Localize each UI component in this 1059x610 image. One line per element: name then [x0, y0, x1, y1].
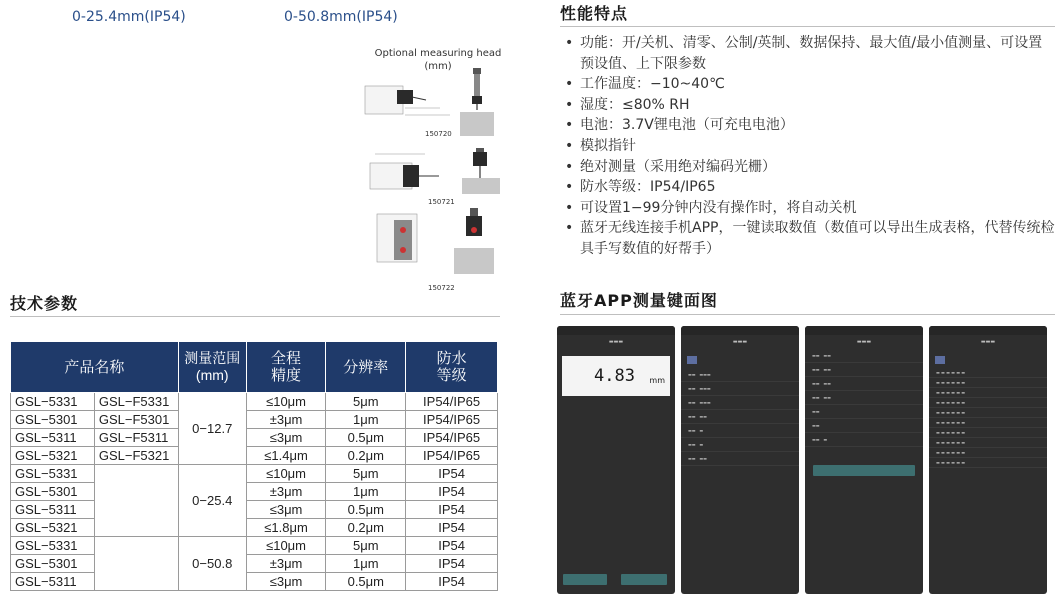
cell-accuracy: ≤3μm — [246, 501, 326, 519]
phone-row: ▬ ▬ ▬ ▬ ▬ ▬ — [929, 418, 1047, 428]
cell-resolution: 0.5μm — [326, 501, 406, 519]
cell-ip: IP54 — [406, 501, 498, 519]
phone-row: ▬ ▬ ▬ ▬ ▬ ▬ — [929, 408, 1047, 418]
feature-item: • 电池：3.7V锂电池（可充电电池） — [565, 115, 1055, 136]
table-row — [11, 519, 498, 537]
phone-row: ▬ ▬ ▬ ▬ ▬ ▬ — [929, 378, 1047, 388]
cell-model: GSL−5331 — [11, 465, 95, 483]
cell-accuracy: ≤3μm — [246, 573, 326, 591]
phone-title-bar: ▬▬▬ — [608, 339, 624, 345]
phone-tab-chip — [687, 356, 697, 364]
measurement-value: 4.83 — [594, 366, 635, 386]
phone-row: ▬▬ ▬▬ — [805, 363, 923, 377]
cell-resolution: 1μm — [326, 555, 406, 573]
header-ip — [406, 342, 498, 393]
header-product-name-text: 产品名称 — [64, 358, 125, 376]
cell-accuracy: ≤1.8μm — [246, 519, 326, 537]
phone-row: ▬▬ — [805, 419, 923, 433]
head-code-3: 150722 — [428, 284, 455, 292]
cell-resolution: 5μm — [326, 393, 406, 411]
cell-accuracy: ≤10μm — [246, 537, 326, 555]
table-row — [11, 483, 498, 501]
tech-section-title: 技术参数 — [10, 294, 79, 313]
app-screenshot-settings — [805, 326, 923, 594]
header-accuracy — [246, 342, 326, 393]
phone-button-left — [563, 574, 607, 585]
header-resolution-text: 分辨率 — [343, 358, 389, 376]
phone-row: ▬▬ ▬▬▬ — [681, 382, 799, 396]
cell-accuracy: ≤1.4μm — [246, 447, 326, 465]
cell-ip: IP54 — [406, 537, 498, 555]
cell-ip: IP54/IP65 — [406, 429, 498, 447]
cell-ip: IP54/IP65 — [406, 411, 498, 429]
cell-range: 0−25.4 — [178, 465, 246, 537]
table-row — [11, 501, 498, 519]
cell-model-f-empty — [94, 537, 178, 591]
cell-model-f: GSL−F5311 — [94, 429, 178, 447]
features-section-rule — [560, 26, 1055, 27]
phone-row: ▬ ▬ ▬ ▬ ▬ ▬ — [929, 368, 1047, 378]
feature-item: • 工作温度：−10~40℃ — [565, 74, 1055, 95]
cell-resolution: 5μm — [326, 537, 406, 555]
phone-row: ▬ ▬ ▬ ▬ ▬ ▬ — [929, 458, 1047, 468]
phone-button-right — [621, 574, 667, 585]
phone-row: ▬ ▬ ▬ ▬ ▬ ▬ — [929, 438, 1047, 448]
app-section-rule — [560, 314, 1055, 315]
cell-model: GSL−5311 — [11, 573, 95, 591]
cell-accuracy: ±3μm — [246, 483, 326, 501]
phone-row: ▬▬ ▬▬▬ — [681, 396, 799, 410]
phone-status-bar — [557, 326, 675, 335]
cell-model: GSL−5321 — [11, 447, 95, 465]
table-row — [11, 411, 498, 429]
feature-item: • 可设置1−99分钟内没有操作时，将自动关机 — [565, 198, 1055, 219]
phone-title-bar: ▬▬▬ — [732, 339, 748, 345]
app-screenshot-history — [929, 326, 1047, 594]
features-list — [565, 33, 1055, 260]
phone-row: ▬▬ ▬▬ — [805, 377, 923, 391]
cell-accuracy: ±3μm — [246, 411, 326, 429]
cell-model: GSL−5331 — [11, 393, 95, 411]
cell-model: GSL−5311 — [11, 501, 95, 519]
header-range — [178, 342, 246, 393]
phone-title-bar: ▬▬▬ — [980, 339, 996, 345]
phone-row: ▬▬ ▬ — [681, 438, 799, 452]
phone-status-bar — [681, 326, 799, 335]
cell-accuracy: ≤10μm — [246, 393, 326, 411]
phone-row: ▬▬ ▬ — [681, 424, 799, 438]
measuring-head-drawing-3 — [372, 208, 502, 280]
phone-row: ▬ ▬ ▬ ▬ ▬ ▬ — [929, 448, 1047, 458]
cell-model-f: GSL−F5331 — [94, 393, 178, 411]
feature-item: • 绝对测量（采用绝对编码光栅） — [565, 157, 1055, 178]
cell-model: GSL−5321 — [11, 519, 95, 537]
cell-resolution: 5μm — [326, 465, 406, 483]
measurement-unit: mm — [649, 376, 665, 385]
cell-ip: IP54 — [406, 465, 498, 483]
range-label-50: 0-50.8mm(IP54) — [284, 9, 398, 25]
phone-row: ▬▬ ▬▬ — [805, 349, 923, 363]
cell-ip: IP54 — [406, 519, 498, 537]
cell-model-f: GSL−F5321 — [94, 447, 178, 465]
cell-ip: IP54 — [406, 555, 498, 573]
phone-status-bar — [929, 326, 1047, 335]
cell-model: GSL−5301 — [11, 555, 95, 573]
cell-ip: IP54/IP65 — [406, 393, 498, 411]
table-row — [11, 573, 498, 591]
app-screenshot-measure — [557, 326, 675, 594]
phone-row: ▬ ▬ ▬ ▬ ▬ ▬ — [929, 398, 1047, 408]
phone-row: ▬▬ — [805, 405, 923, 419]
header-ip-text: 防水 等级 — [436, 350, 467, 384]
phone-title-bar: ▬▬▬ — [856, 339, 872, 345]
features-section-title: 性能特点 — [560, 4, 629, 23]
phone-row: ▬▬ ▬▬▬ — [681, 368, 799, 382]
app-screenshot-statistics — [681, 326, 799, 594]
feature-item: • 防水等级：IP54/IP65 — [565, 177, 1055, 198]
feature-item: • 湿度：≤80% RH — [565, 95, 1055, 116]
head-code-2: 150721 — [428, 198, 455, 206]
measuring-head-drawing-2 — [365, 148, 515, 198]
table-row — [11, 393, 498, 411]
phone-row: ▬ ▬ ▬ ▬ ▬ ▬ — [929, 388, 1047, 398]
head-code-1: 150720 — [425, 130, 452, 138]
optional-head-title-line1: Optional measuring head — [374, 48, 502, 59]
phone-row: ▬ ▬ ▬ ▬ ▬ ▬ — [929, 428, 1047, 438]
table-row — [11, 555, 498, 573]
header-product-name — [11, 342, 179, 393]
phone-row: ▬▬ ▬▬ — [805, 391, 923, 405]
feature-item: • 模拟指针 — [565, 136, 1055, 157]
cell-range: 0−12.7 — [178, 393, 246, 465]
measurement-display — [562, 356, 670, 396]
cell-range: 0−50.8 — [178, 537, 246, 591]
cell-resolution: 0.2μm — [326, 447, 406, 465]
phone-confirm-button — [813, 465, 915, 476]
header-range-text: 测量范围 (mm) — [184, 350, 241, 383]
header-resolution — [326, 342, 406, 393]
header-accuracy-text: 全程 精度 — [271, 350, 302, 384]
range-label-25: 0-25.4mm(IP54) — [72, 9, 186, 25]
phone-row: ▬▬ ▬▬ — [681, 452, 799, 466]
cell-accuracy: ±3μm — [246, 555, 326, 573]
phone-row: ▬▬ ▬▬ — [681, 410, 799, 424]
cell-model-f: GSL−F5301 — [94, 411, 178, 429]
cell-model: GSL−5331 — [11, 537, 95, 555]
feature-item: • 蓝牙无线连接手机APP，一键读取数值（数值可以导出生成表格，代替传统检具手写数值的好帮手） — [565, 218, 1055, 259]
cell-resolution: 0.5μm — [326, 429, 406, 447]
cell-ip: IP54 — [406, 483, 498, 501]
table-row — [11, 429, 498, 447]
cell-resolution: 0.2μm — [326, 519, 406, 537]
table-row — [11, 447, 498, 465]
cell-model: GSL−5301 — [11, 483, 95, 501]
cell-accuracy: ≤10μm — [246, 465, 326, 483]
cell-ip: IP54/IP65 — [406, 447, 498, 465]
cell-model-f-empty — [94, 465, 178, 537]
table-row — [11, 537, 498, 555]
optional-head-title-line2: (mm) — [424, 61, 452, 72]
phone-row: ▬▬ ▬ — [805, 433, 923, 447]
cell-model: GSL−5301 — [11, 411, 95, 429]
app-section-title: 蓝牙APP测量键面图 — [560, 291, 718, 310]
cell-accuracy: ≤3μm — [246, 429, 326, 447]
phone-status-bar — [805, 326, 923, 335]
cell-resolution: 1μm — [326, 411, 406, 429]
spec-table — [10, 341, 498, 591]
cell-resolution: 1μm — [326, 483, 406, 501]
tech-section-rule — [10, 316, 500, 317]
cell-model: GSL−5311 — [11, 429, 95, 447]
spec-header-row — [11, 342, 498, 393]
cell-resolution: 0.5μm — [326, 573, 406, 591]
feature-item: • 功能：开/关机、清零、公制/英制、数据保持、最大值/最小值测量、可设置预设值、上下限参数 — [565, 33, 1055, 74]
phone-tab-chip — [935, 356, 945, 364]
cell-ip: IP54 — [406, 573, 498, 591]
table-row — [11, 465, 498, 483]
